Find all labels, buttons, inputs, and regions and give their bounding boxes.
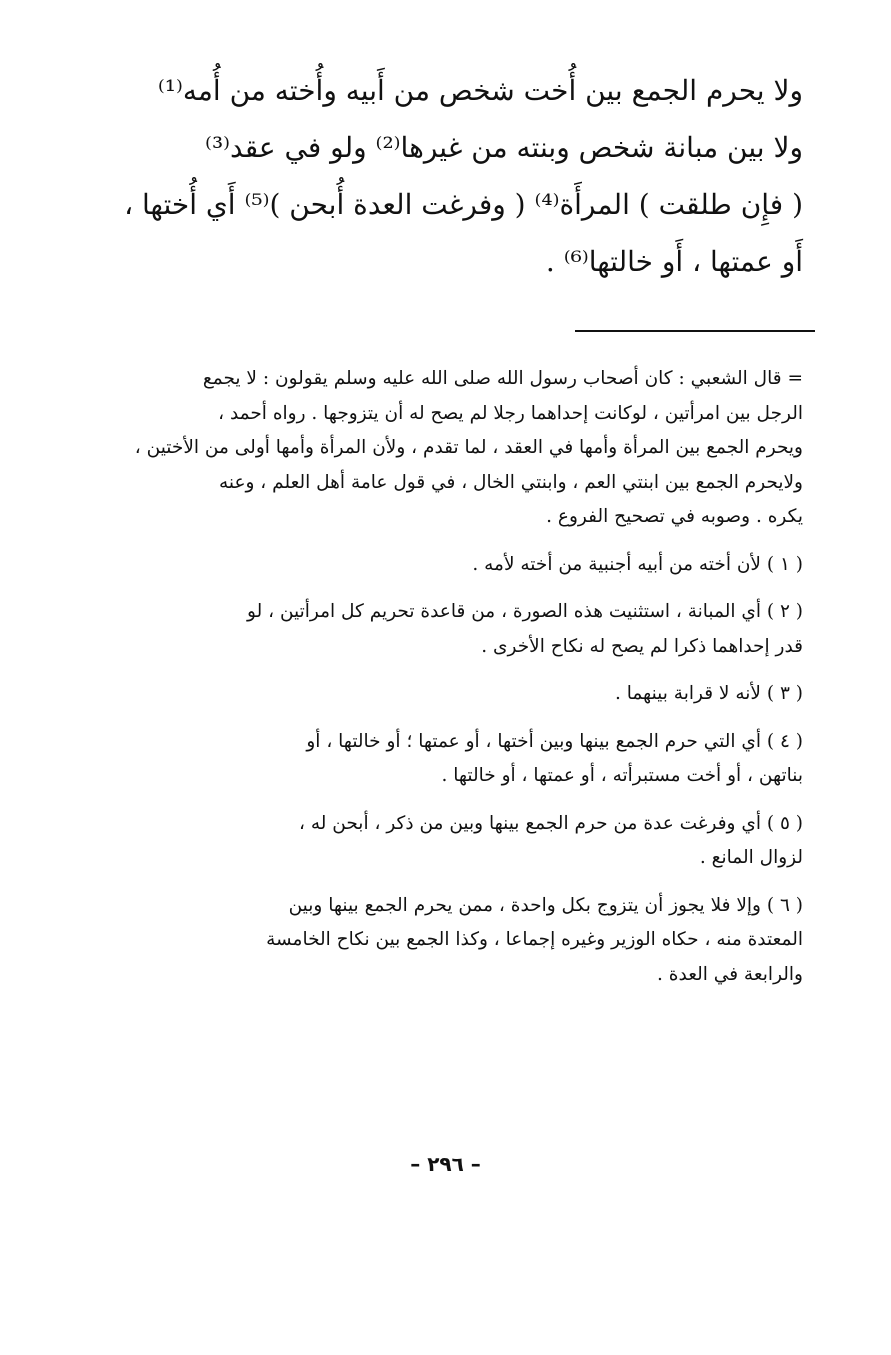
main-text-line: ( فإِن طلقت ) المرأَة⁽⁴⁾ ( وفرغت العدة أُبحن )⁽⁵⁾ أَي أُختها ، [124, 188, 803, 221]
footnote-line: بناتهن ، أو أخت مستبرأته ، أو عمتها ، أو خالتها . [441, 765, 803, 786]
footnote-continuation [81, 362, 803, 535]
footnotes-section [81, 362, 803, 1005]
footnote-line: لزوال المانع . [699, 847, 803, 868]
footnote-line: قدر إحداهما ذكرا لم يصح له نكاح الأخرى . [481, 635, 803, 657]
main-text-line: ولا بين مبانة شخص وبنته من غيرها⁽²⁾ ولو في عقد⁽³⁾ [205, 131, 803, 164]
footnote-line: ولايحرم الجمع بين ابنتي العم ، وابنتي الخال ، في قول عامة أهل العلم ، وعنه [218, 471, 803, 493]
footnote-line: ( ٦ ) وإلا فلا يجوز أن يتزوج بكل واحدة ، ممن يحرم الجمع بينها وبين [288, 894, 803, 916]
main-text-line: ولا يحرم الجمع بين أُخت شخص من أَبيه وأُخته من أُمه⁽¹⁾ [157, 74, 803, 107]
main-text-line: أَو عمتها ، أَو خالتها⁽⁶⁾ . [545, 245, 803, 278]
footnote-line: الرجل بين امرأتين ، لوكانت إحداهما رجلا لم يصح له أن يتزوجها . رواه أحمد ، [218, 402, 803, 424]
main-text [81, 62, 803, 290]
footnote-line: ويحرم الجمع بين المرأة وأمها في العقد ، لما تقدم ، ولأن المرأة وأمها أولى من الأختين ، [134, 437, 803, 458]
footnote-line: ( ٥ ) أي وفرغت عدة من حرم الجمع بينها وبين من ذكر ، أبحن له ، [299, 812, 803, 834]
footnote-6 [81, 889, 803, 993]
footnote-line: المعتدة منه ، حكاه الوزير وغيره إجماعا ، وكذا الجمع بين نكاح الخامسة [266, 929, 803, 950]
footnote-line: ( ٣ ) لأنه لا قرابة بينهما . [614, 683, 803, 704]
footnote-line: والرابعة في العدة . [657, 963, 803, 985]
footnote-divider [575, 330, 815, 332]
footnote-4 [81, 725, 803, 794]
footnote-line: ( ١ ) لأن أخته من أبيه أجنبية من أخته لأمه . [472, 553, 803, 575]
footnote-line: ( ٢ ) أي المبانة ، استثنيت هذه الصورة ، من قاعدة تحريم كل امرأتين ، لو [247, 601, 803, 622]
footnote-line: يكره . وصوبه في تصحيح الفروع . [546, 506, 803, 527]
footnote-3 [81, 677, 803, 712]
footnote-2 [81, 595, 803, 664]
footnote-1 [81, 548, 803, 583]
footnote-line: = قال الشعبي : كان أصحاب رسول الله صلى الله عليه وسلم يقولون : لا يجمع [202, 368, 803, 389]
footnote-5 [81, 807, 803, 876]
footnote-line: ( ٤ ) أي التي حرم الجمع بينها وبين أختها ، أو عمتها ؛ أو خالتها ، أو [306, 730, 803, 752]
page-number: – ٢٩٦ – [410, 1152, 481, 1176]
